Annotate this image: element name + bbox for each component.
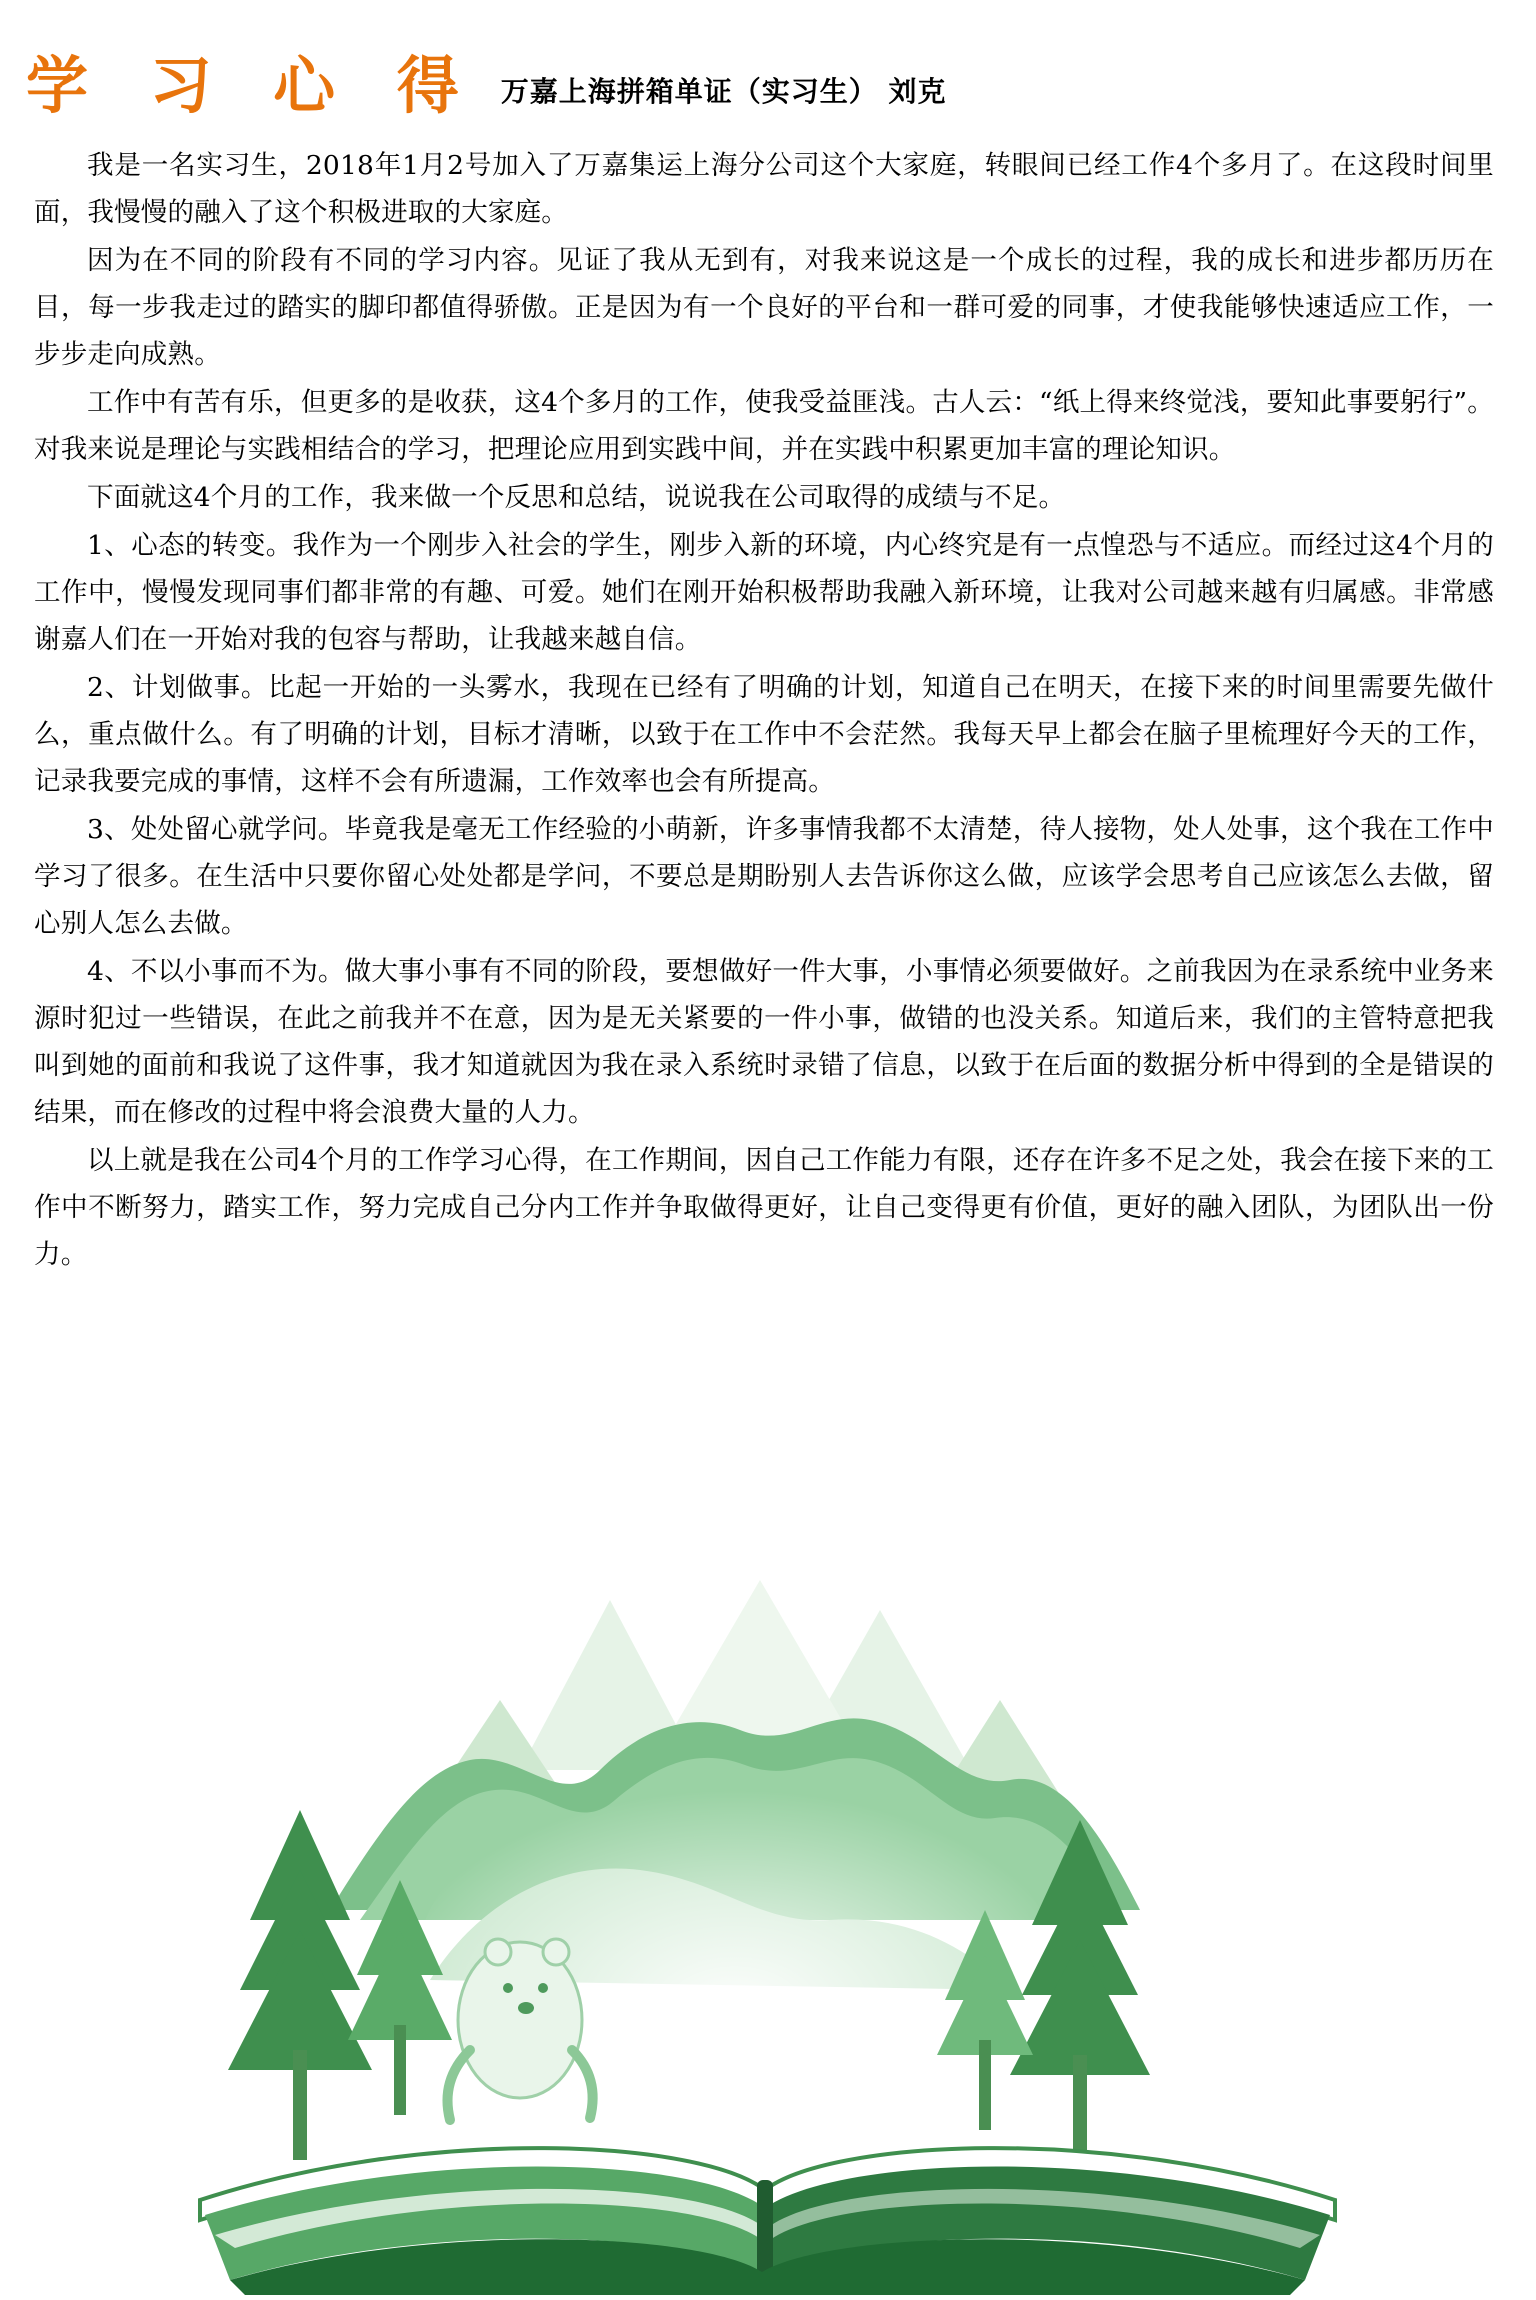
open-book-forest-illustration: [0, 1580, 1536, 2295]
paragraph: 下面就这4个月的工作，我来做一个反思和总结，说说我在公司取得的成绩与不足。: [87, 482, 1066, 514]
author-byline: 万嘉上海拼箱单证（实习生） 刘克: [500, 75, 947, 108]
paragraph: 4、不以小事而不为。做大事小事有不同的阶段，要想做好一件大事，小事情必须要做好。之前我因为在录系统中业务来源时犯过一些错误，在此之前我并不在意，因为是无关紧要的一件小事，做错的也没关系。知道后来，我们的主管特意把我叫到她的面前和我说了这件事，我才知道就因为我在录入系统时录错了信息，以致于在后面的数据分析中得到的全是错误的结果，而在修改的过程中将会浪费大量的人力。: [34, 956, 1494, 1129]
paragraph: 3、处处留心就学问。毕竟我是毫无工作经验的小萌新，许多事情我都不太清楚，待人接物，处人处事，这个我在工作中学习了很多。在生活中只要你留心处处都是学问，不要总是期盼别人去告诉你这么做，应该学会思考自己应该怎么去做，留心别人怎么去做。: [34, 814, 1494, 940]
paragraph: 1、心态的转变。我作为一个刚步入社会的学生，刚步入新的环境，内心终究是有一点惶恐与不适应。而经过这4个月的工作中，慢慢发现同事们都非常的有趣、可爱。她们在刚开始积极帮助我融入新环境，让我对公司越来越有归属感。非常感谢嘉人们在一开始对我的包容与帮助，让我越来越自信。: [34, 530, 1494, 656]
paragraph: 我是一名实习生，2018年1月2号加入了万嘉集运上海分公司这个大家庭，转眼间已经工作4个多月了。在这段时间里面，我慢慢的融入了这个积极进取的大家庭。: [34, 150, 1494, 229]
paragraph: 以上就是我在公司4个月的工作学习心得，在工作期间，因自己工作能力有限，还存在许多不足之处，我会在接下来的工作中不断努力，踏实工作，努力完成自己分内工作并争取做得更好，让自己变得更有价值，更好的融入团队，为团队出一份力。: [34, 1145, 1494, 1271]
page-title: 学 习 心 得: [26, 49, 479, 122]
paragraph: 因为在不同的阶段有不同的学习内容。见证了我从无到有，对我来说这是一个成长的过程，我的成长和进步都历历在目，每一步我走过的踏实的脚印都值得骄傲。正是因为有一个良好的平台和一群可爱的同事，才使我能够快速适应工作，一步步走向成熟。: [34, 245, 1494, 371]
document-body: [0, 120, 1536, 1278]
paragraph: 工作中有苦有乐，但更多的是收获，这4个多月的工作，使我受益匪浅。古人云：“纸上得来终觉浅，要知此事要躬行”。对我来说是理论与实践相结合的学习，把理论应用到实践中间，并在实践中积累更加丰富的理论知识。: [34, 387, 1494, 466]
document-header: [0, 0, 1536, 120]
paragraph: 2、计划做事。比起一开始的一头雾水，我现在已经有了明确的计划，知道自己在明天，在接下来的时间里需要先做什么，重点做什么。有了明确的计划，目标才清晰，以致于在工作中不会茫然。我每天早上都会在脑子里梳理好今天的工作，记录我要完成的事情，这样不会有所遗漏，工作效率也会有所提高。: [34, 672, 1494, 798]
